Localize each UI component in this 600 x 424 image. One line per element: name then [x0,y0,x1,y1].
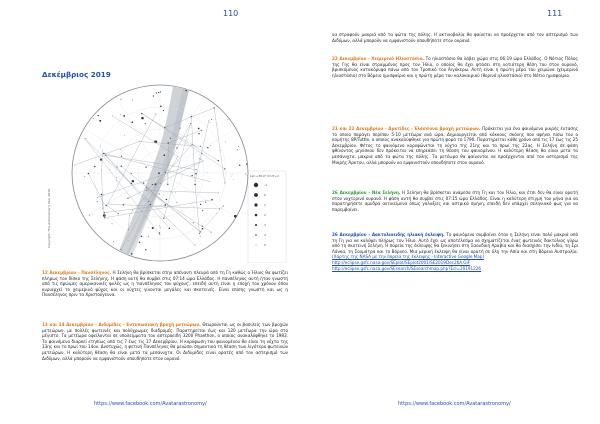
star [99,120,101,122]
legend-magnitude-label: -1 [264,183,267,187]
paragraph-text: Η Σελήνη θα βρίσκεται ανάμεσα στη Γη και τον Ήλιο, και έτσι δεν θα είναι ορατή στον νυχτερινό ουρανό. Η φάση αυτή θα συμβεί στις 07:15 ώρα Ελλάδος. Είναι η καλύτερη στιγμή του μήνα για να παρατηρήσετε αμυδρά αντικείμενα όπως γαλαξίες και αστρικά σμήνη, επειδή δεν υπάρχει σεληνιακό φως για να παρεμβαίνει. [332,190,578,212]
eclipse-search-link[interactable]: http://eclipse.gsfc.nasa.gov/SEsearch/SEsearchmap.php?Ecl=20191226 [332,265,482,271]
paragraph-solstice [332,56,578,118]
legend-star [254,193,258,197]
legend-star [255,224,257,226]
legend-magnitude-label: 2 [264,213,266,217]
star [231,176,232,177]
legend-magnitude-label: 5 [264,243,266,247]
star [201,159,202,160]
star [200,236,201,237]
star [193,222,194,223]
star [199,158,200,159]
star [131,253,132,254]
star [146,199,147,200]
star [160,91,161,92]
star [148,236,149,237]
paragraph-header: 26 Δεκεμβρίου - Δακτυλιοειδής ηλιακή έκλειψη. [332,232,445,237]
star [121,156,122,157]
star [94,166,95,167]
legend-magnitude-label: 3 [264,223,266,227]
star [237,150,238,151]
paragraph-header: 13 και 14 Δεκεμβρίου - Διδυμίδες - Εντυπωσιακή βροχή μετεώρων. [42,322,201,327]
star [225,142,226,143]
legend-star [254,183,258,187]
star [200,204,201,205]
star-chart [42,83,288,263]
footer-link-right[interactable]: https://www.facebook.com/Avatarastronomy/ [398,401,511,407]
star [152,184,153,185]
star [185,90,187,92]
star [116,180,117,181]
paragraph-eclipse [332,232,578,312]
month-title: Δεκέμβριος 2019 [42,70,111,79]
star [127,198,128,199]
star [158,172,160,174]
star [93,118,94,119]
star [132,100,133,101]
paragraph-geminids [42,322,288,396]
right-page [300,0,600,424]
star [202,210,203,211]
eclipse-plot-link[interactable]: http://eclipse.gsfc.nasa.gov/SEplot/SEplot2001/SE2019Dec26A.GIF [332,259,471,265]
star [194,206,195,207]
paragraph-text: Το φαινόμενο συμβαίνει όταν η Σελήνη είναι πολύ μακριά από τη Γη για να καλύψει πλήρως τον Ήλιο. Αυτό έχει ως αποτέλεσμα να σχηματίζεται ένας φωτεινός δακτύλιος γύρω από τη σκοτεινή Σελήνη. Η πορεία της έκλειψης θα ξεκινήσει στη Σαουδική Αραβία και θα διασχίσει την Ινδία, τη Σρι Λάνκα, τη Σουμάτρα και το Βόρνεο. Μια μερική έκλειψη θα είναι ορατή σε όλη την Ασία και στη Βόρεια Αυστραλία. [332,232,578,254]
star [148,227,149,228]
paragraph-header: 22 Δεκεμβρίου - Χειμερινό Ηλιοστάσιο. [332,56,425,61]
star [198,133,199,134]
star [210,122,211,123]
star [247,176,248,177]
star [176,202,177,203]
star [116,177,117,178]
star [131,173,132,174]
star [228,119,229,120]
star [163,110,164,111]
star [232,174,233,175]
paragraph-ursids [332,126,578,188]
eclipse-map-link[interactable]: (Χάρτης της NASA με την πορεία της έκλειψης - Interactive Google Map) [332,254,485,260]
star [191,175,192,176]
star [145,249,146,250]
paragraph-header: 12 Δεκεμβρίου - Πανσέληνος. [42,270,112,275]
star [160,105,162,107]
paragraph-full-moon [42,270,288,316]
star [109,169,110,170]
star [84,176,85,177]
star [152,227,154,229]
star [123,115,125,117]
legend-star [256,245,257,246]
star [104,155,105,156]
paragraph-new-moon [332,190,578,228]
star [93,214,94,215]
star [170,138,171,139]
page-number-left: 110 [223,9,239,18]
copyright-text: Copyright: The Astronomer's Year 2019 [47,189,51,248]
star [112,223,113,224]
star [156,93,157,94]
star [120,149,121,150]
star [120,115,121,116]
star [180,128,181,129]
star [207,147,208,148]
star [132,99,133,100]
paragraph-header: 21 και 22 Δεκεμβρίου - Αρκτίδες - Ελάσσονα βροχή μετεώρων. [332,126,481,131]
star [208,172,209,173]
star [141,236,142,237]
legend-star [255,234,256,235]
star [210,145,211,146]
legend-title: Lat:+38.0° N UT+2 [250,174,279,178]
star [205,202,206,203]
paragraph-text: Το ηλιοστάσιο θα λάβει χώρα στις 06:19 ώρα Ελλάδος. Ο Νότιος Πόλος της Γης θα είναι στραμμένος προς τον Ήλιο, ο οποίος θα έχει φτάσει στη νοτιότερη θέση του στον ουρανό, βρισκόμενος κατακόρυφα πάνω από τον Τροπικό του Αιγόκερω. Αυτή είναι η πρώτη μέρα του χειμώνα (χειμερινό ηλιοστάσιο) στο Βόρειο ημισφαίριο και η πρώτη μέρα του καλοκαιριού (θερινό ηλιοστάσιο) στο Νότιο ημισφαίριο. [332,56,578,78]
star [108,218,109,219]
star [97,201,98,202]
star [175,192,176,193]
page-number-right: 111 [547,9,563,18]
paragraph-text: Θεωρούνται ως οι βασιλείς των βροχών μετεώρων, με πολλές φωτεινές και πολύχρωμες διαδρομές. Παρατηρείται έως και 120 μετέωρα την ώρα στο μέγιστο. Τα μετέωρα οφείλονται σε υπολείμματα του αστεροειδή 3200 Phaethon, ο οποίος ανακαλύφθηκε το 1983. Το φαινόμενο διαρκεί ετησίως από τις 7 έως τις 17 Δεκεμβρίου. Η κορύφωση του φαινομένου θα είναι τη νύχτα της 13ης και το πρωί του 14ου. Δυστυχώς, η φετινή Πανσέληνος θα μειώσει σημαντικά τη θέαση των λιγότερο φωτεινών μετεώρων. Η καλύτερη θέαση θα είναι μετά τα μεσάνυχτα. Οι Διδυμίδες είναι ορατές από τον αστερισμό των Διδύμων, αλλά μπορούν να εμφανιστούν οπουδήποτε στον ουρανό. [42,322,288,361]
paragraph-continued [332,32,578,48]
paragraph-header: 26 Δεκεμβρίου - Νέα Σελήνη. [332,190,401,195]
star [239,165,240,166]
star [89,215,90,216]
legend-magnitude-label: 0 [264,193,266,197]
star [245,174,246,175]
star [154,141,155,142]
star [165,172,166,173]
star [153,95,154,96]
star [159,193,160,194]
star [198,128,200,130]
legend-magnitude-label: 1 [264,203,266,207]
legend-star [255,214,258,217]
star [128,241,129,242]
paragraph-text: Η Σελήνη θα βρίσκεται στην απέναντι πλευρά από τη Γη καθώς ο Ήλιος θα φωτίζει πλήρως τον δίσκο της Σελήνης. Η φάση αυτή θα συμβεί στις 07:14 ώρα Ελλάδος. Η πανσέληνος αυτή ήταν γνωστή από τις πρώιμες αμερικανικές φυλές ως η 'πανσέληνος του ψύχους', επειδή αυτή είναι η εποχή του χρόνου όπου κυριαρχεί το χειμερινό ψύχος και οι νύχτες γίνονται μεγάλες και σκοτεινές. Είναι επίσης γνωστή και ως η Πανσέληνος πριν τα Χριστούγεννα. [42,270,288,298]
footer-link-left[interactable]: https://www.facebook.com/Avatarastronomy/ [94,401,207,407]
star [160,183,161,184]
star [158,92,159,93]
star [159,225,160,226]
star [86,138,87,139]
star [172,193,173,194]
star [124,135,125,136]
star [211,119,212,120]
star [98,115,99,116]
star [139,242,140,243]
star [160,227,161,228]
star [100,146,101,147]
legend-star [254,203,257,206]
star [120,99,121,100]
paragraph-text: να στραφούν μακριά από τα φώτα της πόλης. Η ακτινοβολία θα φαίνεται να προέρχεται από τον αστερισμό των Διδύμων, αλλά μπορούν να εμφανιστούν οπουδήποτε στον ουρανό. [332,32,578,43]
star [141,117,144,120]
star [195,173,196,174]
star [132,180,134,182]
star [238,146,239,147]
star [246,164,247,165]
legend-magnitude-label: 4 [264,233,266,237]
star [132,121,134,123]
star [145,166,146,167]
star [164,154,166,156]
star [145,123,146,124]
star [233,179,234,180]
paragraph-text: Πρόκειται για ένα φαινόμενο μικρής έντασης το οποίο παράγει περίπου 5-10 μετέωρα ανά ώρα. Δημιουργείται από κόκκους σκόνης που αφήνει πίσω του ο κομήτης 8P/Tuttle, ο οποίος ανακαλύφθηκε για πρώτη φορά το 1790. Παρατηρείται κάθε χρόνο από τις 17 έως τις 25 Δεκεμβρίου. Φέτος το φαινόμενο κορυφώνεται τη νύχτα της 21ης και το πρωί της 22ας. Η Σελήνη σε φάση φθίνοντος μηνίσκου δεν πρόκειται να επηρεάσει τη θέαση του φαινομένου. Η καλύτερη θέαση θα είναι μετά τα μεσάνυχτα, μακριά από τα φώτα της πόλης. Τα μετέωρα θα φαίνονται να προέρχονται από τον αστερισμό της Μικρής Άρκτου, αλλά μπορούν να εμφανιστούν οπουδήποτε στον ουρανό. [332,126,578,165]
star [132,209,133,210]
star [166,199,167,200]
star [113,241,114,242]
